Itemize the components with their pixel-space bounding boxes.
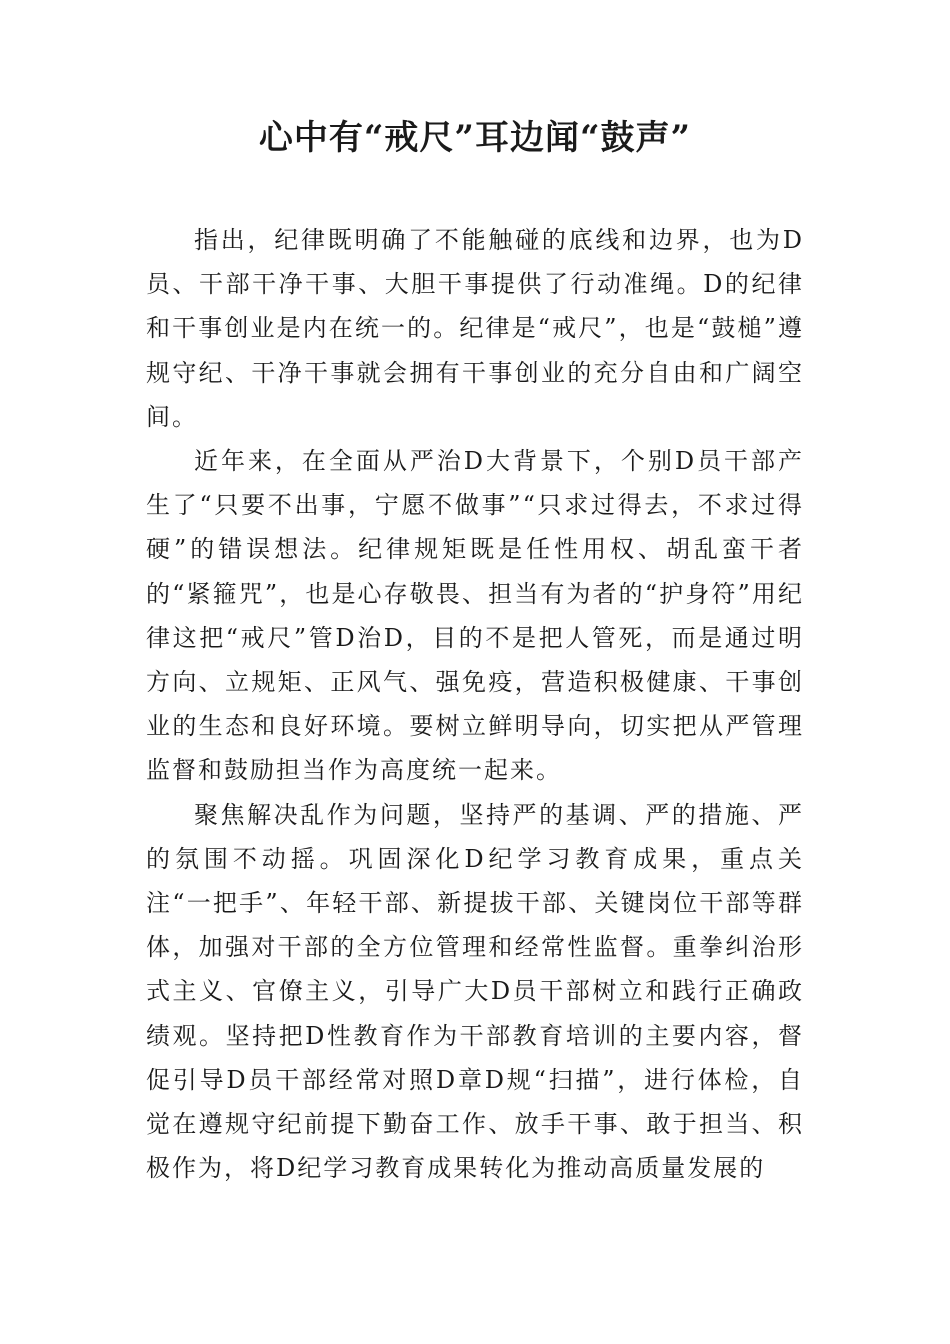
document-body xyxy=(146,218,804,1190)
paragraph-1: 指出，纪律既明确了不能触碰的底线和边界，也为D员、干部干净干事、大胆干事提供了行动准绳。D的纪律和干事创业是内在统一的。纪律是“戒尺”，也是“鼓槌”遵规守纪、干净干事就会拥有干事创业的充分自由和广阔空间。 xyxy=(146,226,804,431)
paragraph-2: 近年来，在全面从严治D大背景下，个别D员干部产生了“只要不出事，宁愿不做事”“只求过得去，不求过得硬”的错误想法。纪律规矩既是任性用权、胡乱蛮干者的“紧箍咒”，也是心存敬畏、担当有为者的“护身符”用纪律这把“戒尺”管D治D，目的不是把人管死，而是通过明方向、立规矩、正风气、强免疫，营造积极健康、干事创业的生态和良好环境。要树立鲜明导向，切实把从严管理监督和鼓励担当作为高度统一起来。 xyxy=(146,447,804,785)
document-title: 心中有“戒尺”耳边闻“鼓声” xyxy=(258,118,692,158)
paragraph-3: 聚焦解决乱作为问题，坚持严的基调、严的措施、严的氛围不动摇。巩固深化D纪学习教育成果，重点关注“一把手”、年轻干部、新提拔干部、关键岗位干部等群体，加强对干部的全方位管理和经常性监督。重拳纠治形式主义、官僚主义，引导广大D员干部树立和践行正确政绩观。坚持把D性教育作为干部教育培训的主要内容，督促引导D员干部经常对照D章D规“扫描”，进行体检，自觉在遵规守纪前提下勤奋工作、放手干事、敢于担当、积极作为，将D纪学习教育成果转化为推动高质量发展的 xyxy=(146,800,804,1183)
